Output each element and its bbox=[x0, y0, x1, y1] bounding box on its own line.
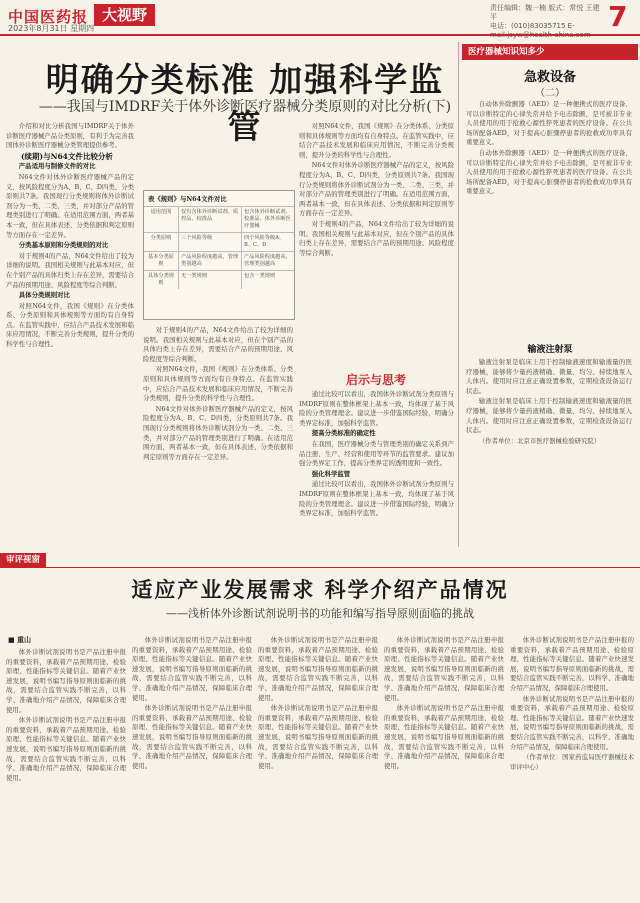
body-paragraph: 体外诊断试剂说明书是产品注册申报的重要资料，承载着产品预期用途、检验原理、性能指标等关键信息。随着产业快速发展，说明书编写指导原则面临新的挑战，需要结合监管实践不断完善，以科学、准确地介绍产品情况，保障临床合理使用。 bbox=[6, 648, 126, 714]
table-cell: 三个风险等级 bbox=[179, 233, 242, 251]
article-column-1 bbox=[6, 122, 134, 542]
table-row bbox=[144, 251, 294, 270]
body-paragraph: 体外诊断试剂说明书是产品注册申报的重要资料，承载着产品预期用途、检验原理、性能指标等关键信息。随着产业快速发展，说明书编写指导原则面临新的挑战，需要结合监管实践不断完善，以科学、准确地介绍产品情况，保障临床合理使用。 bbox=[258, 636, 378, 702]
editor-info bbox=[490, 4, 606, 30]
intro-paragraph: 介绍和对比分析我国与IMDRF关于体外诊断医疗器械产品分类原则，有利于为完善我国体外诊断医疗器械分类管理提供参考。 bbox=[6, 122, 134, 150]
body-paragraph: 输液注射泵是临床上用于控制输液速度和输液量的医疗器械，能够将少量药液精确、微量、均匀、持续地泵入人体内。使用时应注意正确设置参数，定期检查设备运行状态。 bbox=[466, 397, 632, 435]
body-paragraph: 自动体外除颤器（AED）是一种便携式的医疗设备，可以诊断特定的心律失常并给予电击除颤，是可被非专业人员使用的用于抢救心源性猝死患者的医疗设备。在公共场所配备AED，对于提高心脏骤停患者的抢救成功率具有重要意义。 bbox=[466, 148, 632, 196]
body-paragraph: 通过比较可以看出，我国体外诊断试剂分类原则与IMDRF原则在整体框架上基本一致，均体现了基于风险的分类管理理念。建议进一步借鉴国际经验，明确分类界定标准，加强科学监管。 bbox=[299, 480, 454, 518]
editor-line: 责任编辑：魏一楠 版式：常悦 王建平 bbox=[490, 4, 600, 21]
bottom-column-5 bbox=[510, 636, 634, 898]
body-paragraph: 体外诊断试剂说明书是产品注册申报的重要资料，承载着产品预期用途、检验原理、性能指标等关键信息。随着产业快速发展，说明书编写指导原则面临新的挑战，需要结合监管实践不断完善，以科学、准确地介绍产品情况，保障临床合理使用。 bbox=[510, 694, 634, 751]
table-caption: 表《规则》与N64文件对比 bbox=[148, 195, 227, 203]
subsection-heading: 提高分类标准的确定性 bbox=[311, 429, 376, 438]
body-paragraph: 通过比较可以看出，我国体外诊断试剂分类原则与IMDRF原则在整体框架上基本一致，均体现了基于风险的分类管理理念。建议进一步借鉴国际经验，明确分类界定标准，加强科学监管。 bbox=[299, 390, 454, 427]
subsection-heading: 分类基本原则和分类规则的对比 bbox=[18, 241, 109, 250]
bottom-column-3 bbox=[258, 636, 378, 898]
section-heading: (续期)与N64文件比较分析 bbox=[21, 151, 113, 161]
body-paragraph: N64文件对体外诊断医疗器械产品的定义，按风险程度分为A、B、C、D四类，分类原则共7条。我国现行分类规则将体外诊断试剂分为一类、二类、三类，并对部分产品的管理类别进行了明确。在适用范围方面，两者基本一致，但在具体表述、分类依据和判定原则等方面存在一定差异。 bbox=[299, 161, 454, 218]
body-paragraph: 对于规则4的产品，N64文件给出了较为详细的说明。我国相关规则与此基本对应，但在个别产品的具体归类上存在差异，需要结合产品的预期用途、风险程度等综合判断。 bbox=[143, 326, 293, 363]
table-row bbox=[144, 232, 294, 251]
body-paragraph: N64文件对体外诊断医疗器械产品的定义，按风险程度分为A、B、C、D四类，分类原则共7条。我国现行分类规则将体外诊断试剂分为一类、二类、三类，并对部分产品的管理类别进行了明确。在适用范围方面，两者基本一致，但在具体表述、分类依据和判定原则等方面存在一定差异。 bbox=[143, 404, 293, 461]
table-cell: 适用范围 bbox=[144, 207, 179, 232]
sidebar-banner: 医疗器械知识知多少 bbox=[462, 44, 638, 60]
body-paragraph: 体外诊断试剂说明书是产品注册申报的重要资料，承载着产品预期用途、检验原理、性能指标等关键信息。随着产业快速发展，说明书编写指导原则面临新的挑战，需要结合监管实践不断完善，以科学、准确地介绍产品情况，保障临床合理使用。 bbox=[132, 704, 252, 770]
body-paragraph: 对于规则4的产品，N64文件给出了较为详细的说明。我国相关规则与此基本对应，但在个别产品的具体归类上存在差异，需要结合产品的预期用途、风险程度等综合判断。 bbox=[299, 219, 454, 257]
author-note: （作者单位：北京市医疗器械检验研究院） bbox=[478, 436, 601, 445]
body-paragraph: N64文件对体外诊断医疗器械产品的定义，按风险程度分为A、B、C、D四类，分类原则共7条。我国现行分类规则将体外诊断试剂分为一类、二类、三类，并对部分产品的管理类别进行了明确。在适用范围方面，两者基本一致，但在具体表述、分类依据和判定原则等方面存在一定差异。 bbox=[6, 172, 134, 239]
table-cell: 四个风险等级A、B、C、D bbox=[244, 235, 285, 248]
table-cell: 无一类规则 bbox=[179, 271, 242, 289]
body-paragraph: 对照N64文件，我国《规则》在分类体系、分类原则和具体规则等方面均有自身特点。在监管实践中，应结合产品技术发展和临床应用情况，不断完善分类规则，提升分类的科学性与合理性。 bbox=[6, 301, 134, 349]
issue-date: 2023年8月31日 星期四 bbox=[8, 24, 95, 33]
table-cell: 仅有含体外诊断试剂、质控品、校准品 bbox=[179, 207, 242, 232]
bottom-column-1 bbox=[6, 648, 126, 898]
newspaper-logo: 中国医药报 bbox=[8, 8, 89, 26]
sidebar-text-2 bbox=[466, 358, 632, 543]
body-paragraph: 体外诊断试剂说明书是产品注册申报的重要资料，承载着产品预期用途、检验原理、性能指标等关键信息。随着产业快速发展，说明书编写指导原则面临新的挑战，需要结合监管实践不断完善，以科学、准确地介绍产品情况，保障临床合理使用。 bbox=[6, 716, 126, 782]
bottom-section-tag: 审评视窗 bbox=[0, 553, 46, 567]
bottom-divider bbox=[0, 567, 640, 568]
subsection-heading: 产品适用与制修文件的对比 bbox=[18, 162, 96, 171]
bottom-column-2 bbox=[132, 636, 252, 898]
section-tag: 大视野 bbox=[94, 4, 155, 26]
sidebar-title: 急救设备 bbox=[523, 70, 576, 85]
table-cell: 产品风险程度越高，管理类别越高 bbox=[244, 254, 291, 267]
table-row bbox=[144, 206, 294, 232]
body-paragraph: 对照N64文件，我国《规则》在分类体系、分类原则和具体规则等方面均有自身特点。在监管实践中，应结合产品技术发展和临床应用情况，不断完善分类规则，提升分类的科学性与合理性。 bbox=[299, 122, 454, 159]
table-cell: 产品风险程度越高，管理类别越高 bbox=[179, 252, 242, 270]
table-cell: 分类原则 bbox=[144, 233, 179, 251]
article-column-4 bbox=[299, 390, 454, 540]
main-headline: 明确分类标准 加强科学监管 bbox=[45, 60, 445, 146]
body-paragraph: 对于规则4的产品，N64文件给出了较为详细的说明。我国相关规则与此基本对应，但在个别产品的具体归类上存在差异，需要结合产品的预期用途、风险程度等综合判断。 bbox=[6, 251, 134, 289]
body-paragraph: 体外诊断试剂说明书是产品注册申报的重要资料，承载着产品预期用途、检验原理、性能指标等关键信息。随着产业快速发展，说明书编写指导原则面临新的挑战，需要结合监管实践不断完善，以科学、准确地介绍产品情况，保障临床合理使用。 bbox=[510, 636, 634, 692]
body-paragraph: 体外诊断试剂说明书是产品注册申报的重要资料，承载着产品预期用途、检验原理、性能指标等关键信息。随着产业快速发展，说明书编写指导原则面临新的挑战，需要结合监管实践不断完善，以科学、准确地介绍产品情况，保障临床合理使用。 bbox=[132, 636, 252, 702]
body-paragraph: 体外诊断试剂说明书是产品注册申报的重要资料，承载着产品预期用途、检验原理、性能指标等关键信息。随着产业快速发展，说明书编写指导原则面临新的挑战，需要结合监管实践不断完善，以科学、准确地介绍产品情况，保障临床合理使用。 bbox=[384, 636, 504, 702]
sidebar-text-1 bbox=[466, 100, 632, 336]
subsection-heading: 强化科学监管 bbox=[311, 469, 351, 478]
body-paragraph: 自动体外除颤器（AED）是一种便携式的医疗设备，可以诊断特定的心律失常并给予电击除颤，是可被非专业人员使用的用于抢救心源性猝死患者的医疗设备。在公共场所配备AED，对于提高心脏骤停患者的抢救成功率具有重要意义。 bbox=[466, 100, 632, 147]
main-subhead: ——我国与IMDRF关于体外诊断医疗器械分类原则的对比分析(下) bbox=[38, 99, 452, 115]
comparison-table bbox=[143, 190, 295, 320]
page-number: 7 bbox=[608, 0, 628, 33]
article-column-3 bbox=[299, 122, 454, 362]
masthead-divider bbox=[0, 34, 640, 36]
body-paragraph: 输液注射泵是临床上用于控制输液速度和输液量的医疗器械，能够将少量药液精确、微量、均匀、持续地泵入人体内。使用时应注意正确设置参数，定期检查设备运行状态。 bbox=[466, 358, 632, 395]
contact-line: 电话：(010)83035715 E- bbox=[490, 22, 575, 30]
body-paragraph: 在我国，医疗器械分类与管理类别的确定关系到产品注册、生产、经营和使用等环节的监管要求。建议加强分类界定工作，提高分类界定的透明度和一致性。 bbox=[299, 439, 454, 468]
sidebar-subtitle: （二） bbox=[535, 88, 565, 99]
bottom-headline: 适应产业发展需求 科学介绍产品情况 bbox=[131, 577, 509, 602]
column-divider bbox=[458, 42, 459, 547]
body-paragraph: 体外诊断试剂说明书是产品注册申报的重要资料，承载着产品预期用途、检验原理、性能指标等关键信息。随着产业快速发展，说明书编写指导原则面临新的挑战，需要结合监管实践不断完善，以科学、准确地介绍产品情况，保障临床合理使用。 bbox=[384, 704, 504, 770]
author-note: （作者单位：国家药监局医疗器械技术审评中心） bbox=[510, 753, 634, 771]
subsection-heading: 具体分类规则对比 bbox=[18, 291, 70, 300]
table-cell: 包含一类规则 bbox=[244, 273, 276, 279]
byline: ■ 重山 bbox=[8, 635, 32, 644]
masthead bbox=[0, 0, 640, 34]
table-cell: 包含体外诊断试剂、校准品、体外诊断医疗器械 bbox=[244, 209, 291, 229]
bottom-column-4 bbox=[384, 636, 504, 898]
sidebar-heading: 输液注射泵 bbox=[527, 345, 573, 355]
article-column-2 bbox=[143, 326, 293, 541]
bottom-subhead: ——浅析体外诊断试剂说明书的功能和编写指导原则面临的挑战 bbox=[166, 607, 474, 620]
table-row bbox=[144, 270, 294, 289]
table-cell: 具体分类规则 bbox=[144, 271, 179, 289]
mid-section-heading: 启示与思考 bbox=[345, 373, 406, 387]
table-cell: 基本分类原则 bbox=[144, 252, 179, 270]
body-paragraph: 对照N64文件，我国《规则》在分类体系、分类原则和具体规则等方面均有自身特点。在监管实践中，应结合产品技术发展和临床应用情况，不断完善分类规则，提升分类的科学性与合理性。 bbox=[143, 365, 293, 403]
body-paragraph: 体外诊断试剂说明书是产品注册申报的重要资料，承载着产品预期用途、检验原理、性能指标等关键信息。随着产业快速发展，说明书编写指导原则面临新的挑战，需要结合监管实践不断完善，以科学、准确地介绍产品情况，保障临床合理使用。 bbox=[258, 704, 378, 770]
